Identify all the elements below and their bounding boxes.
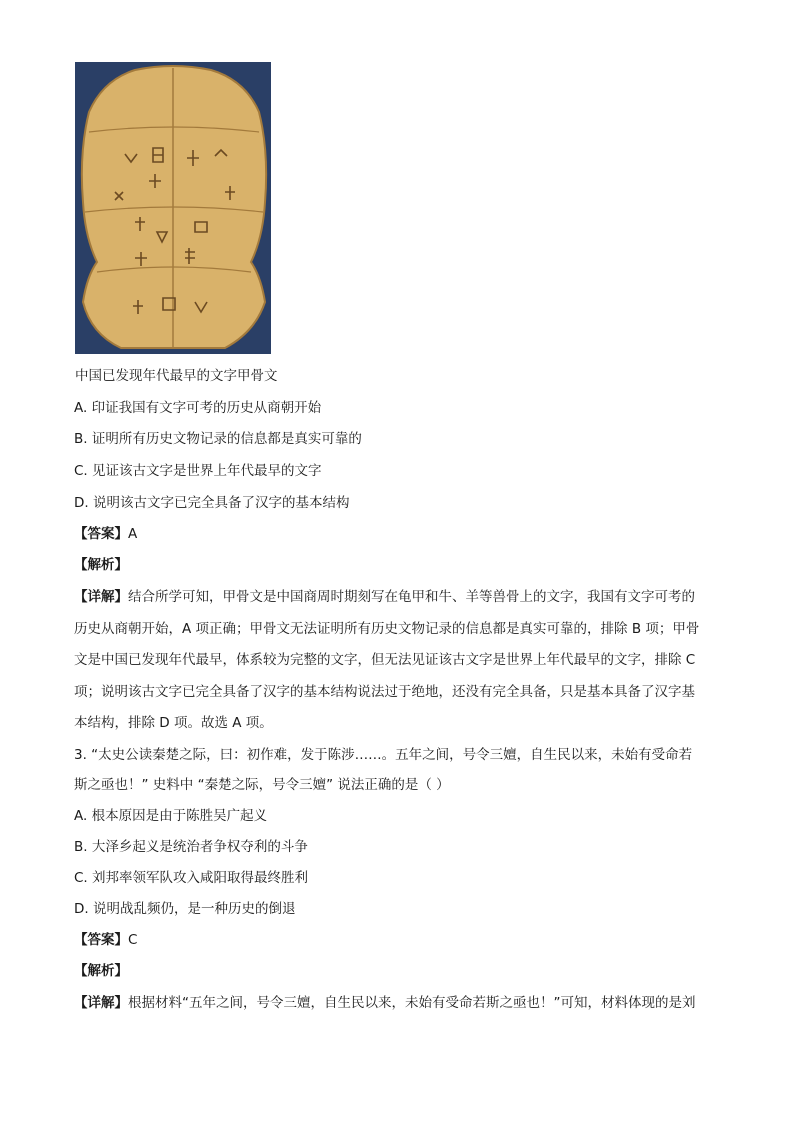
- q3-answer-value: C: [128, 932, 138, 948]
- q3-answer-row: [74, 929, 724, 951]
- q2-detail-text-1: 结合所学可知，甲骨文是中国商周时期刻写在龟甲和牛、羊等兽骨上的文字，我国有文字可考的: [128, 589, 695, 605]
- q3-analysis-row: [74, 960, 724, 982]
- q3-option-a: A. 根本原因是由于陈胜吴广起义: [74, 808, 268, 824]
- q3-detail-label: 【详解】: [74, 995, 128, 1011]
- q2-detail-line-2: 历史从商朝开始，A 项正确；甲骨文无法证明所有历史文物记录的信息都是真实可靠的，排除 B 项；甲骨: [74, 621, 700, 637]
- q3-detail-text-1: 根据材料“五年之间，号令三嬗，自生民以来，未始有受命若斯之亟也！”可知，材料体现的是刘: [128, 995, 696, 1011]
- oracle-bone-illustration: [75, 62, 271, 354]
- oracle-bone-image: [75, 62, 271, 354]
- q2-analysis-row: [74, 554, 724, 576]
- q3-answer-label: 【答案】: [74, 932, 128, 948]
- figure-caption: 中国已发现年代最早的文字甲骨文: [75, 368, 278, 384]
- q2-option-c: C. 见证该古文字是世界上年代最早的文字: [74, 463, 322, 479]
- q3-stem-line-2: 斯之亟也！” 史料中 “秦楚之际，号令三嬗” 说法正确的是（ ）: [74, 777, 450, 793]
- q2-answer-value: A: [128, 526, 138, 542]
- q2-analysis-label: 【解析】: [74, 557, 128, 573]
- q2-detail-line-3: 文是中国已发现年代最早，体系较为完整的文字，但无法见证该古文字是世界上年代最早的文字，排除 C: [74, 652, 696, 668]
- q3-option-c: C. 刘邦率领军队攻入咸阳取得最终胜利: [74, 870, 309, 886]
- q2-option-a: A. 印证我国有文字可考的历史从商朝开始: [74, 400, 322, 416]
- q3-option-d: D. 说明战乱频仍，是一种历史的倒退: [74, 901, 296, 917]
- q3-detail-line-1: [74, 992, 722, 1014]
- q2-answer-label: 【答案】: [74, 526, 128, 542]
- q2-answer-row: [74, 523, 724, 545]
- q3-stem-line-1: 3. “太史公读秦楚之际，曰：初作难，发于陈涉……。五年之间，号令三嬗，自生民以来，未始有受命若: [74, 747, 693, 763]
- q2-detail-label: 【详解】: [74, 589, 128, 605]
- q3-option-b: B. 大泽乡起义是统治者争权夺利的斗争: [74, 839, 308, 855]
- q2-option-b: B. 证明所有历史文物记录的信息都是真实可靠的: [74, 431, 362, 447]
- q2-detail-line-5: 本结构，排除 D 项。故选 A 项。: [74, 715, 273, 731]
- q2-detail-line-4: 项；说明该古文字已完全具备了汉字的基本结构说法过于绝地，还没有完全具备，只是基本具备了汉字基: [74, 684, 695, 700]
- q2-option-d: D. 说明该古文字已完全具备了汉字的基本结构: [74, 495, 350, 511]
- q3-analysis-label: 【解析】: [74, 963, 128, 979]
- q2-detail-line-1: [74, 586, 722, 608]
